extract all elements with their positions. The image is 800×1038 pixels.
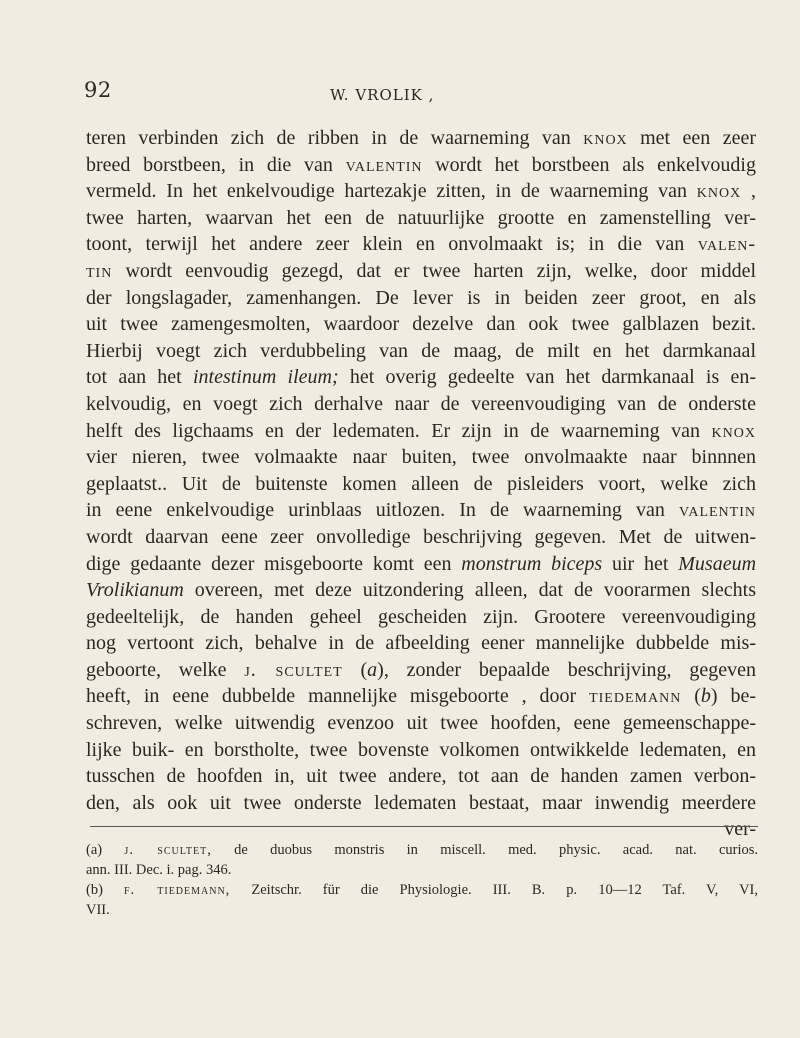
text-line: toont, terwijl het andere zeer klein en onvolmaakt is; in die van valen- [86, 233, 756, 256]
page-number: 92 [84, 78, 112, 102]
text-line: nog vertoont zich, behalve in de afbeelding eener mannelijke dubbelde mis- [86, 632, 756, 655]
text-line: twee harten, waarvan het een de natuurlijke grootte en zamenstelling ver- [86, 206, 756, 229]
text-line: vier nieren, twee volmaakte naar buiten, twee onvolmaakte naar binnnen [86, 446, 756, 469]
text-line: geboorte, welke j. scultet (a), zonder bepaalde beschrijving, gegeven [86, 658, 756, 681]
text-line: uit twee zamengesmolten, waardoor dezelve dan ook twee galblazen bezit. [86, 313, 756, 336]
text-line: den, als ook uit twee onderste ledematen bestaat, maar inwendig meerdere [86, 791, 756, 814]
text-line: Hierbij voegt zich verdubbeling van de maag, de milt en het darmkanaal [86, 339, 756, 362]
footnote-divider [90, 826, 758, 827]
footnotes [86, 840, 758, 920]
text-line: tusschen de hoofden in, uit twee andere, tot aan de handen zamen verbon- [86, 765, 756, 788]
text-line: in eene enkelvoudige urinblaas uitlozen. In de waarneming van valentin [86, 499, 756, 522]
catchword: ver- [724, 818, 756, 841]
text-line: wordt daarvan eene zeer onvolledige beschrijving gegeven. Met de uitwen- [86, 525, 756, 548]
running-head: W. VROLIK , [330, 86, 435, 104]
text-line: teren verbinden zich de ribben in de waarneming van knox met een zeer [86, 127, 756, 149]
text-line: schreven, welke uitwendig evenzoo uit twee hoofden, eene gemeenschappe- [86, 712, 756, 735]
text-line: der longslagader, zamenhangen. De lever is in beiden zeer groot, en als [86, 286, 756, 309]
text-line: lijke buik- en borstholte, twee bovenste volkomen ontwikkelde ledematen, en [86, 738, 756, 761]
text-line: tin wordt eenvoudig gezegd, dat er twee harten zijn, welke, door middel [86, 259, 756, 282]
text-line: kelvoudig, en voegt zich derhalve naar de vereenvoudiging van de onderste [86, 392, 756, 415]
text-line: gedeeltelijk, de handen geheel gescheiden zijn. Grootere vereenvoudiging [86, 605, 756, 628]
text-line: heeft, in eene dubbelde mannelijke misgeboorte , door tiedemann (b) be- [86, 685, 756, 708]
body-text [86, 125, 756, 843]
text-line: tot aan het intestinum ileum; het overig gedeelte van het darmkanaal is en- [86, 366, 756, 389]
footnote-a-cont: ann. III. Dec. i. pag. 346. [86, 862, 232, 878]
footnote-b: (b) f. tiedemann, Zeitschr. für die Physiologie. III. B. p. 10—12 Taf. V, VI, [86, 882, 758, 898]
text-line: Vrolikianum overeen, met deze uitzondering alleen, dat de voorarmen slechts [86, 579, 756, 602]
text-line: helft des ligchaams en der ledematen. Er zijn in de waarneming van knox [86, 419, 756, 442]
footnote-a: (a) j. scultet, de duobus monstris in miscell. med. physic. acad. nat. curios. [86, 842, 759, 858]
text-line: geplaatst.. Uit de buitenste komen alleen de pisleiders voort, welke zich [86, 472, 756, 495]
text-line: vermeld. In het enkelvoudige hartezakje zitten, in de waarneming van knox , [86, 180, 757, 203]
text-line: dige gedaante dezer misgeboorte komt een monstrum biceps uir het Musaeum [86, 552, 757, 575]
text-line: breed borstbeen, in die van valentin wordt het borstbeen als enkelvoudig [86, 153, 756, 176]
footnote-b-cont: VII. [86, 902, 110, 918]
